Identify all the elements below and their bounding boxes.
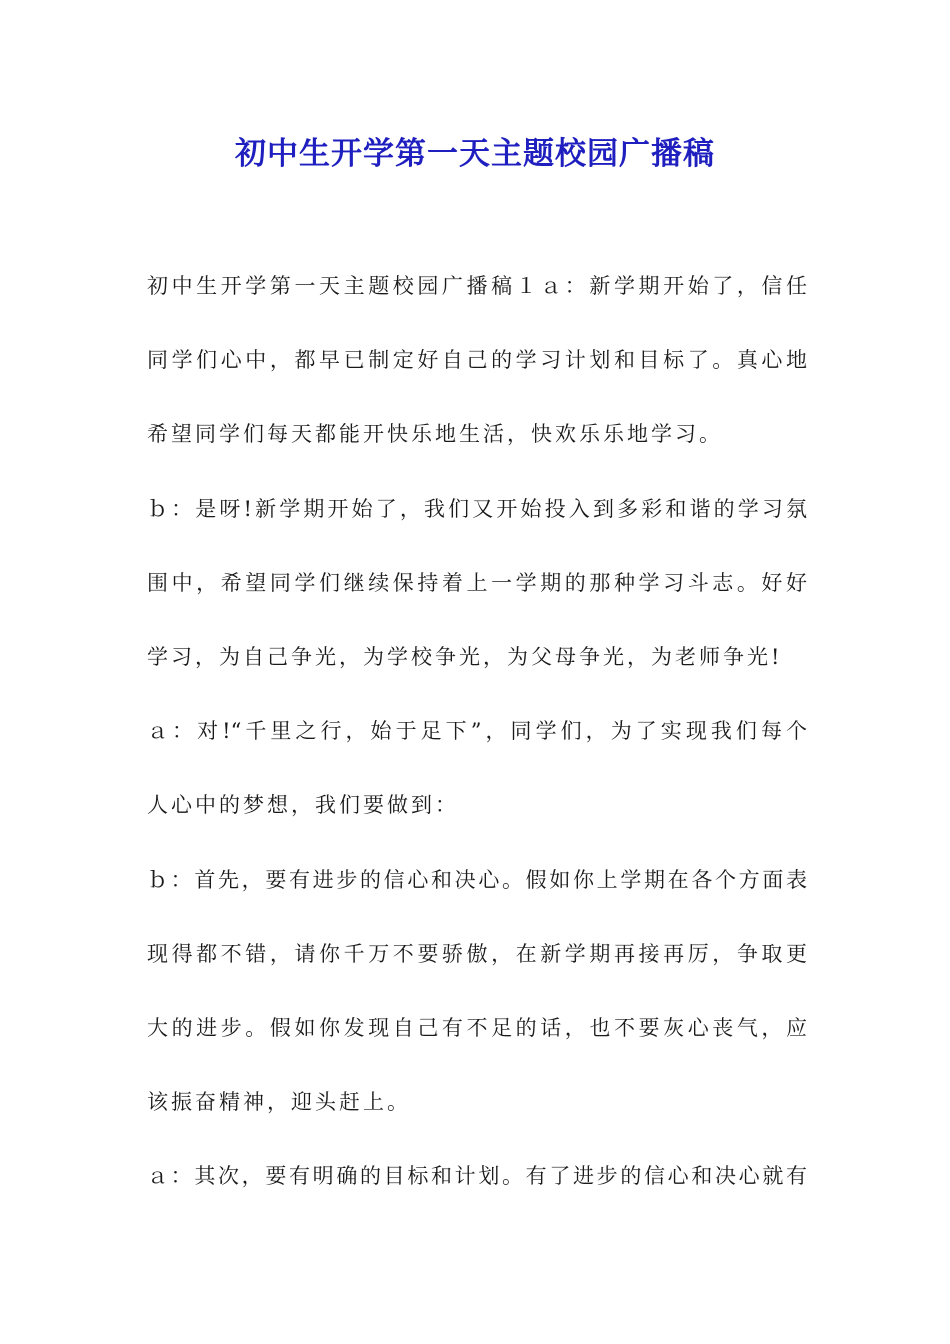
body-line: ａ：对!“千里之行，始于足下”，同学们，为了实现我们每个: [147, 719, 807, 744]
document-body: [147, 262, 807, 1226]
body-line: ｂ：首先，要有进步的信心和决心。假如你上学期在各个方面表: [147, 867, 807, 892]
body-line: 人心中的梦想，我们要做到：: [147, 793, 459, 818]
body-line: 学习，为自己争光，为学校争光，为父母争光，为老师争光!: [147, 644, 783, 669]
body-line: 希望同学们每天都能开快乐地生活，快欢乐乐地学习。: [147, 422, 723, 447]
body-line: 同学们心中，都早已制定好自己的学习计划和目标了。真心地: [147, 348, 807, 373]
body-line: 现得都不错，请你千万不要骄傲，在新学期再接再厉，争取更: [147, 941, 807, 966]
body-line: 初中生开学第一天主题校园广播稿１ａ：新学期开始了，信任: [147, 274, 807, 298]
body-line: ｂ：是呀!新学期开始了，我们又开始投入到多彩和谐的学习氛: [147, 496, 807, 521]
body-line: ａ：其次，要有明确的目标和计划。有了进步的信心和决心就有: [147, 1164, 807, 1189]
body-line: 大的进步。假如你发现自己有不足的话，也不要灰心丧气，应: [147, 1015, 807, 1040]
body-line: 该振奋精神，迎头赶上。: [147, 1090, 411, 1115]
document-title: 初中生开学第一天主题校园广播稿: [235, 136, 715, 172]
body-line: 围中，希望同学们继续保持着上一学期的那种学习斗志。好好: [147, 570, 807, 595]
